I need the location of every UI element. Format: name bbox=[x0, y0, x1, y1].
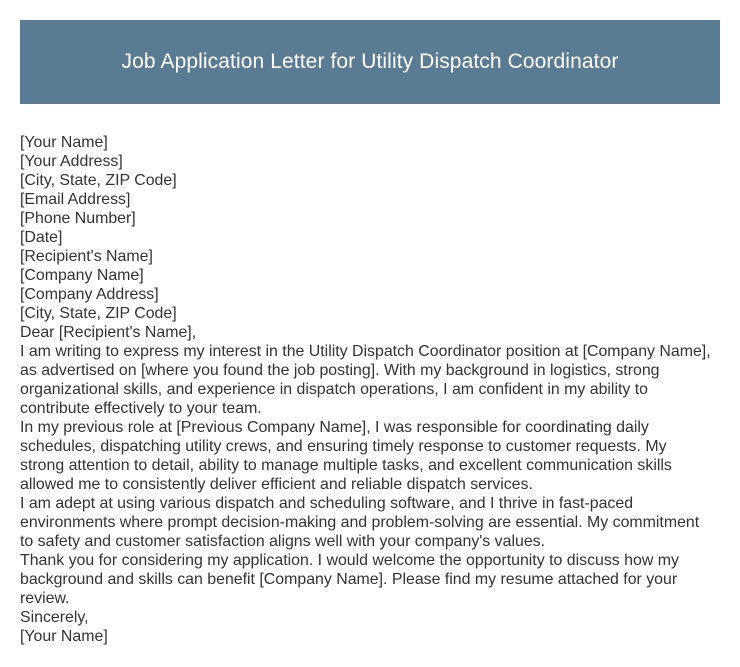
paragraph-line: organizational skills, and experience in dispatch operations, I am confident in my ability to bbox=[20, 381, 649, 398]
letter-header bbox=[20, 20, 720, 104]
paragraph-line: contribute effectively to your team. bbox=[20, 400, 262, 417]
closing: Sincerely, bbox=[20, 609, 89, 626]
paragraph-line: I am adept at using various dispatch and scheduling software, and I thrive in fast-paced bbox=[20, 495, 634, 512]
paragraph-line: I am writing to express my interest in the Utility Dispatch Coordinator position at [Company Name], bbox=[20, 343, 711, 360]
recipient-company-address: [Company Address] bbox=[20, 286, 159, 303]
recipient-name: [Recipient's Name] bbox=[20, 248, 153, 265]
paragraph-line: as advertised on [where you found the job posting]. With my background in logistics, strong bbox=[20, 362, 660, 379]
paragraph-intro bbox=[20, 342, 722, 418]
recipient-city-state-zip: [City, State, ZIP Code] bbox=[20, 305, 177, 322]
recipient-company: [Company Name] bbox=[20, 267, 144, 284]
sender-phone: [Phone Number] bbox=[20, 210, 136, 227]
paragraph-line: schedules, dispatching utility crews, and ensuring timely response to customer requests. My bbox=[20, 438, 667, 455]
page-title: Job Application Letter for Utility Dispatch Coordinator bbox=[121, 50, 619, 73]
signature-name: [Your Name] bbox=[20, 628, 108, 645]
paragraph-line: background and skills can benefit [Company Name]. Please find my resume attached for your bbox=[20, 571, 678, 588]
paragraph-line: review. bbox=[20, 590, 70, 607]
sender-email: [Email Address] bbox=[20, 191, 131, 208]
letter-date: [Date] bbox=[20, 229, 63, 246]
paragraph-line: strong attention to detail, ability to manage multiple tasks, and excellent communication skills bbox=[20, 457, 672, 474]
paragraph-line: Thank you for considering my application. I would welcome the opportunity to discuss how my bbox=[20, 552, 679, 569]
paragraph-line: In my previous role at [Previous Company Name], I was responsible for coordinating daily bbox=[20, 419, 649, 436]
paragraph-skills bbox=[20, 494, 722, 551]
paragraph-line: to safety and customer satisfaction aligns well with your company's values. bbox=[20, 533, 546, 550]
salutation: Dear [Recipient's Name], bbox=[20, 324, 197, 341]
paragraph-line: environments where prompt decision-making and problem-solving are essential. My commitment bbox=[20, 514, 700, 531]
paragraph-experience bbox=[20, 418, 722, 494]
paragraph-thanks bbox=[20, 551, 722, 608]
sender-address: [Your Address] bbox=[20, 153, 123, 170]
sender-name: [Your Name] bbox=[20, 134, 108, 151]
sender-city-state-zip: [City, State, ZIP Code] bbox=[20, 172, 177, 189]
letter-body bbox=[20, 133, 722, 646]
paragraph-line: allowed me to consistently deliver efficient and reliable dispatch services. bbox=[20, 476, 533, 493]
